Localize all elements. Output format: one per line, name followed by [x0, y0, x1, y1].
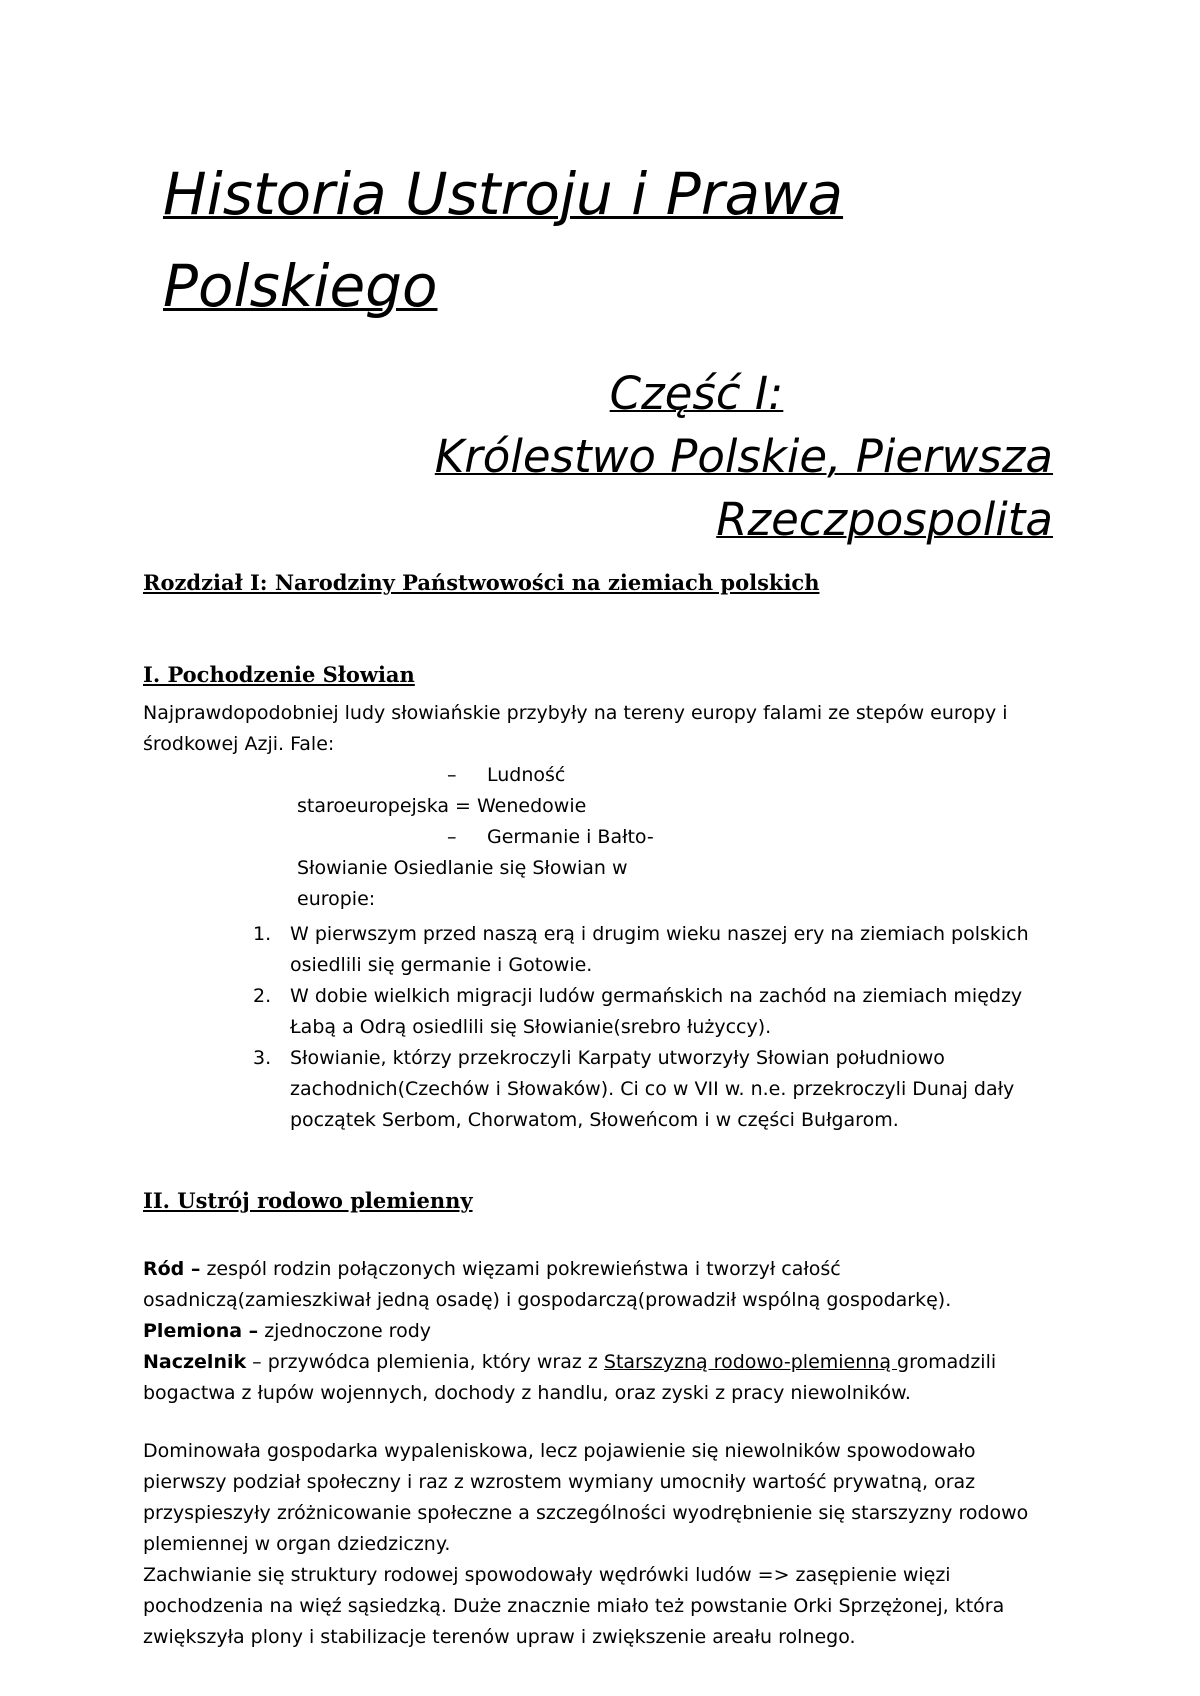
- title-line-1: Historia Ustroju i Prawa: [163, 160, 844, 228]
- wave-2-continuation-1: Słowianie Osiedlanie się Słowian w: [297, 857, 628, 879]
- part-title-line-1: Królestwo Polskie, Pierwsza: [434, 430, 1053, 483]
- plemiona-term: Plemiona –: [143, 1320, 259, 1342]
- paragraph-line: Dominowała gospodarka wypaleniskowa, lecz pojawienie się niewolników spowodowało: [143, 1440, 976, 1462]
- list-item-line: początek Serbom, Chorwatom, Słoweńcom i w części Bułgarom.: [290, 1109, 899, 1131]
- starszyzna-term: Starszyzną rodowo-plemienną: [603, 1351, 898, 1373]
- wave-1-continuation: staroeuropejska = Wenedowie: [297, 795, 587, 817]
- naczelnik-term: Naczelnik: [143, 1351, 247, 1373]
- definitions: [143, 1254, 1063, 1409]
- section-1-intro: [143, 698, 1063, 760]
- part-heading: [300, 362, 1053, 551]
- title-line-2: Polskiego: [163, 252, 438, 320]
- wave-2-continuation-2: europie:: [297, 888, 376, 910]
- list-item: [143, 1043, 1063, 1136]
- document-title: [163, 148, 1063, 332]
- list-item-line: zachodnich(Czechów i Słowaków). Ci co w VII w. n.e. przekroczyli Dunaj dały: [290, 1078, 1015, 1100]
- rod-definition: zespól rodzin połączonych więzami pokrewieństwa i tworzył całość: [200, 1258, 841, 1280]
- section-2-heading: II. Ustrój rodowo plemienny: [143, 1188, 473, 1213]
- section-1-heading: I. Pochodzenie Słowian: [143, 662, 415, 687]
- rod-term: Ród –: [143, 1258, 201, 1280]
- intro-line-1: Najprawdopodobniej ludy słowiańskie przybyły na tereny europy falami ze stepów europy i: [143, 702, 1008, 724]
- wave-1: [297, 760, 697, 822]
- list-item-line: Łabą a Odrą osiedlili się Słowianie(srebro łużyccy).: [290, 1016, 772, 1038]
- list-item-number: 2.: [253, 985, 272, 1007]
- paragraph-line: plemiennej w organ dziedziczny.: [143, 1533, 451, 1555]
- list-item-number: 1.: [253, 923, 272, 945]
- part-label: Część I:: [609, 367, 784, 420]
- migration-list: [143, 919, 1063, 1136]
- list-item: [143, 981, 1063, 1043]
- wave-1-dash: –: [447, 764, 457, 786]
- wave-1-word: Ludność: [487, 764, 566, 786]
- naczelnik-definition-cont: bogactwa z łupów wojennych, dochody z handlu, oraz zyski z pracy niewolników.: [143, 1382, 911, 1404]
- naczelnik-definition-end: gromadzili: [897, 1351, 997, 1373]
- list-item-line: W pierwszym przed naszą erą i drugim wieku naszej ery na ziemiach polskich: [290, 923, 1029, 945]
- paragraph-line: Zachwianie się struktury rodowej spowodowały wędrówki ludów => zasępienie więzi: [143, 1564, 951, 1586]
- wave-2: [297, 822, 697, 915]
- rod-definition-cont: osadniczą(zamieszkiwał jedną osadę) i gospodarczą(prowadził wspólną gospodarkę).: [143, 1289, 952, 1311]
- paragraph-line: pochodzenia na więź sąsiedzką. Duże znacznie miało też powstanie Orki Sprzężonej, która: [143, 1595, 1005, 1617]
- wave-2-dash: –: [447, 826, 457, 848]
- paragraph-line: przyspieszyły zróżnicowanie społeczne a szczególności wyodrębnienie się starszyzny rodowo: [143, 1502, 1029, 1524]
- list-item-number: 3.: [253, 1047, 272, 1069]
- list-item-line: W dobie wielkich migracji ludów germańskich na zachód na ziemiach między: [290, 985, 1023, 1007]
- plemiona-definition: zjednoczone rody: [258, 1320, 432, 1342]
- naczelnik-definition: – przywódca plemienia, który wraz z: [246, 1351, 604, 1373]
- wave-2-word: Germanie i Bałto-: [487, 826, 654, 848]
- part-title-line-2: Rzeczpospolita: [716, 493, 1053, 546]
- list-item-line: Słowianie, którzy przekroczyli Karpaty utworzyły Słowian południowo: [290, 1047, 945, 1069]
- chapter-heading: Rozdział I: Narodziny Państwowości na ziemiach polskich: [143, 570, 820, 595]
- paragraph-line: pierwszy podział społeczny i raz z wzrostem wymiany umocniły wartość prywatną, oraz: [143, 1471, 976, 1493]
- paragraph-line: zwiększyła plony i stabilizacje terenów upraw i zwiększenie areału rolnego.: [143, 1626, 856, 1648]
- intro-line-2: środkowej Azji. Fale:: [143, 733, 335, 755]
- list-item-line: osiedlili się germanie i Gotowie.: [290, 954, 593, 976]
- list-item: [143, 919, 1063, 981]
- economy-paragraph: [143, 1436, 1063, 1653]
